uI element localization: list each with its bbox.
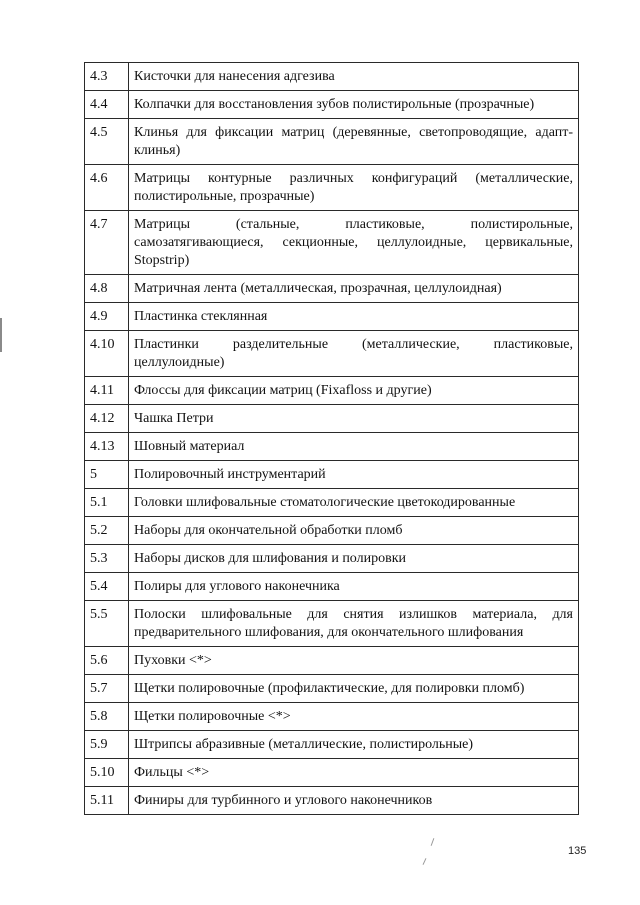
row-description-cell: Матрицы (стальные, пластиковые, полистирольные, самозатягивающиеся, секционные, целлулоидные, цервикальные, Stopstrip): [129, 211, 579, 275]
row-description-cell: Финиры для турбинного и углового наконечников: [129, 787, 579, 815]
row-number-cell: 4.11: [85, 377, 129, 405]
table-row: [85, 461, 579, 489]
row-number-cell: 5.11: [85, 787, 129, 815]
row-description-cell: Наборы дисков для шлифования и полировки: [129, 545, 579, 573]
table-row: [85, 731, 579, 759]
row-description-cell: Полиры для углового наконечника: [129, 573, 579, 601]
scan-artifact-mark: [0, 318, 2, 352]
row-number-cell: 5.3: [85, 545, 129, 573]
row-number-cell: 4.4: [85, 91, 129, 119]
page-number: 135: [568, 845, 587, 857]
table-row: [85, 405, 579, 433]
row-number-cell: 5.8: [85, 703, 129, 731]
table-row: [85, 91, 579, 119]
table-row: [85, 165, 579, 211]
row-description-cell: Щетки полировочные <*>: [129, 703, 579, 731]
row-number-cell: 4.6: [85, 165, 129, 211]
equipment-table-body: [85, 63, 579, 815]
row-description-cell: Полоски шлифовальные для снятия излишков материала, для предварительного шлифования, для окончательного шлифования: [129, 601, 579, 647]
row-description-cell: Шовный материал: [129, 433, 579, 461]
row-description-cell: Штрипсы абразивные (металлические, полистирольные): [129, 731, 579, 759]
table-row: [85, 675, 579, 703]
table-row: [85, 703, 579, 731]
row-number-cell: 5.7: [85, 675, 129, 703]
scan-speck: [423, 858, 427, 865]
equipment-table: [84, 62, 579, 815]
row-number-cell: 5.2: [85, 517, 129, 545]
row-description-cell: Щетки полировочные (профилактические, для полировки пломб): [129, 675, 579, 703]
row-description-cell: Пластинка стеклянная: [129, 303, 579, 331]
row-description-cell: Клинья для фиксации матриц (деревянные, светопроводящие, адапт-клинья): [129, 119, 579, 165]
table-row: [85, 377, 579, 405]
row-number-cell: 5.4: [85, 573, 129, 601]
row-number-cell: 4.13: [85, 433, 129, 461]
row-number-cell: 5.6: [85, 647, 129, 675]
table-row: [85, 647, 579, 675]
table-row: [85, 759, 579, 787]
row-description-cell: Чашка Петри: [129, 405, 579, 433]
table-row: [85, 303, 579, 331]
row-number-cell: 5: [85, 461, 129, 489]
row-number-cell: 4.10: [85, 331, 129, 377]
row-description-cell: Полировочный инструментарий: [129, 461, 579, 489]
table-row: [85, 545, 579, 573]
row-number-cell: 4.9: [85, 303, 129, 331]
table-row: [85, 573, 579, 601]
table-row: [85, 119, 579, 165]
row-description-cell: Матричная лента (металлическая, прозрачная, целлулоидная): [129, 275, 579, 303]
row-description-cell: Наборы для окончательной обработки пломб: [129, 517, 579, 545]
row-number-cell: 4.7: [85, 211, 129, 275]
table-row: [85, 275, 579, 303]
table-row: [85, 331, 579, 377]
row-number-cell: 5.5: [85, 601, 129, 647]
table-row: [85, 211, 579, 275]
row-number-cell: 4.5: [85, 119, 129, 165]
scan-speck: [431, 838, 435, 846]
table-row: [85, 433, 579, 461]
row-number-cell: 4.3: [85, 63, 129, 91]
row-number-cell: 5.9: [85, 731, 129, 759]
row-description-cell: Флоссы для фиксации матриц (Fixafloss и другие): [129, 377, 579, 405]
row-description-cell: Фильцы <*>: [129, 759, 579, 787]
row-description-cell: Головки шлифовальные стоматологические цветокодированные: [129, 489, 579, 517]
row-number-cell: 5.1: [85, 489, 129, 517]
row-number-cell: 4.8: [85, 275, 129, 303]
row-description-cell: Кисточки для нанесения адгезива: [129, 63, 579, 91]
table-row: [85, 601, 579, 647]
row-number-cell: 4.12: [85, 405, 129, 433]
row-description-cell: Матрицы контурные различных конфигураций (металлические, полистирольные, прозрачные): [129, 165, 579, 211]
table-row: [85, 787, 579, 815]
table-row: [85, 63, 579, 91]
row-number-cell: 5.10: [85, 759, 129, 787]
row-description-cell: Колпачки для восстановления зубов полистирольные (прозрачные): [129, 91, 579, 119]
row-description-cell: Пластинки разделительные (металлические, пластиковые, целлулоидные): [129, 331, 579, 377]
table-row: [85, 489, 579, 517]
row-description-cell: Пуховки <*>: [129, 647, 579, 675]
table-row: [85, 517, 579, 545]
